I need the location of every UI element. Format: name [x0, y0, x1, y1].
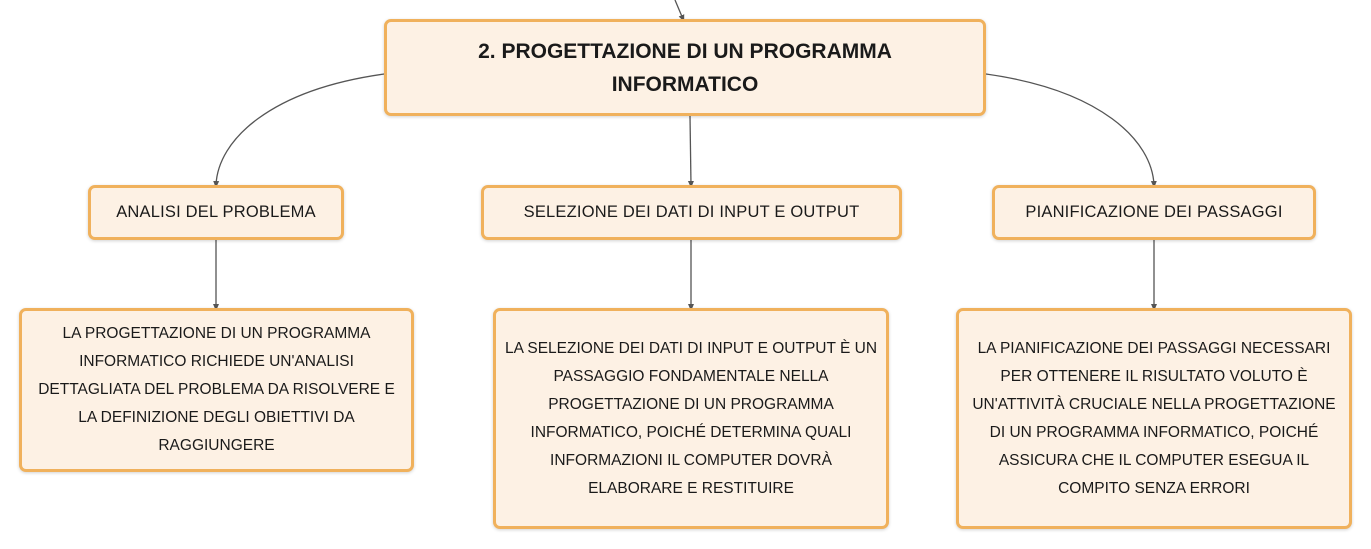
connector-parent-to-root: [675, 0, 683, 19]
root-node[interactable]: [384, 19, 986, 116]
topic-node-label: PIANIFICAZIONE DEI PASSAGGI: [1025, 203, 1283, 221]
connector-root-to-topic-2: [690, 116, 691, 185]
detail-node-text: LA PROGETTAZIONE DI UN PROGRAMMA INFORMATICO RICHIEDE UN'ANALISI DETTAGLIATA DEL PROBLEMA DA RISOLVERE E LA DEFINIZIONE DEGLI OBIETTIVI DA RAGGIUNGERE: [38, 325, 395, 454]
topic-node-label: ANALISI DEL PROBLEMA: [116, 203, 316, 221]
root-node-title: 2. PROGETTAZIONE DI UN PROGRAMMA INFORMATICO: [478, 39, 892, 96]
topic-node-analisi[interactable]: [88, 185, 344, 240]
connector-root-to-topic-1: [216, 74, 384, 185]
detail-node-pianificazione[interactable]: [956, 308, 1352, 529]
detail-node-text: LA PIANIFICAZIONE DEI PASSAGGI NECESSARI PER OTTENERE IL RISULTATO VOLUTO È UN'ATTIVITÀ CRUCIALE NELLA PROGETTAZIONE DI UN PROGRAMMA INFORMATICO, POICHÉ ASSICURA CHE IL COMPUTER ESEGUA IL COMPITO SENZA ERRORI: [972, 339, 1336, 497]
connector-root-to-topic-3: [986, 74, 1154, 185]
detail-node-analisi[interactable]: [19, 308, 414, 472]
detail-node-selezione-dati[interactable]: [493, 308, 889, 529]
topic-node-pianificazione[interactable]: [992, 185, 1316, 240]
topic-node-label: SELEZIONE DEI DATI DI INPUT E OUTPUT: [523, 203, 860, 221]
topic-node-selezione-dati[interactable]: [481, 185, 902, 240]
detail-node-text: LA SELEZIONE DEI DATI DI INPUT E OUTPUT È UN PASSAGGIO FONDAMENTALE NELLA PROGETTAZIONE DI UN PROGRAMMA INFORMATICO, POICHÉ DETERMINA QUALI INFORMAZIONI IL COMPUTER DOVRÀ ELABORARE E RESTITUIRE: [504, 339, 878, 497]
